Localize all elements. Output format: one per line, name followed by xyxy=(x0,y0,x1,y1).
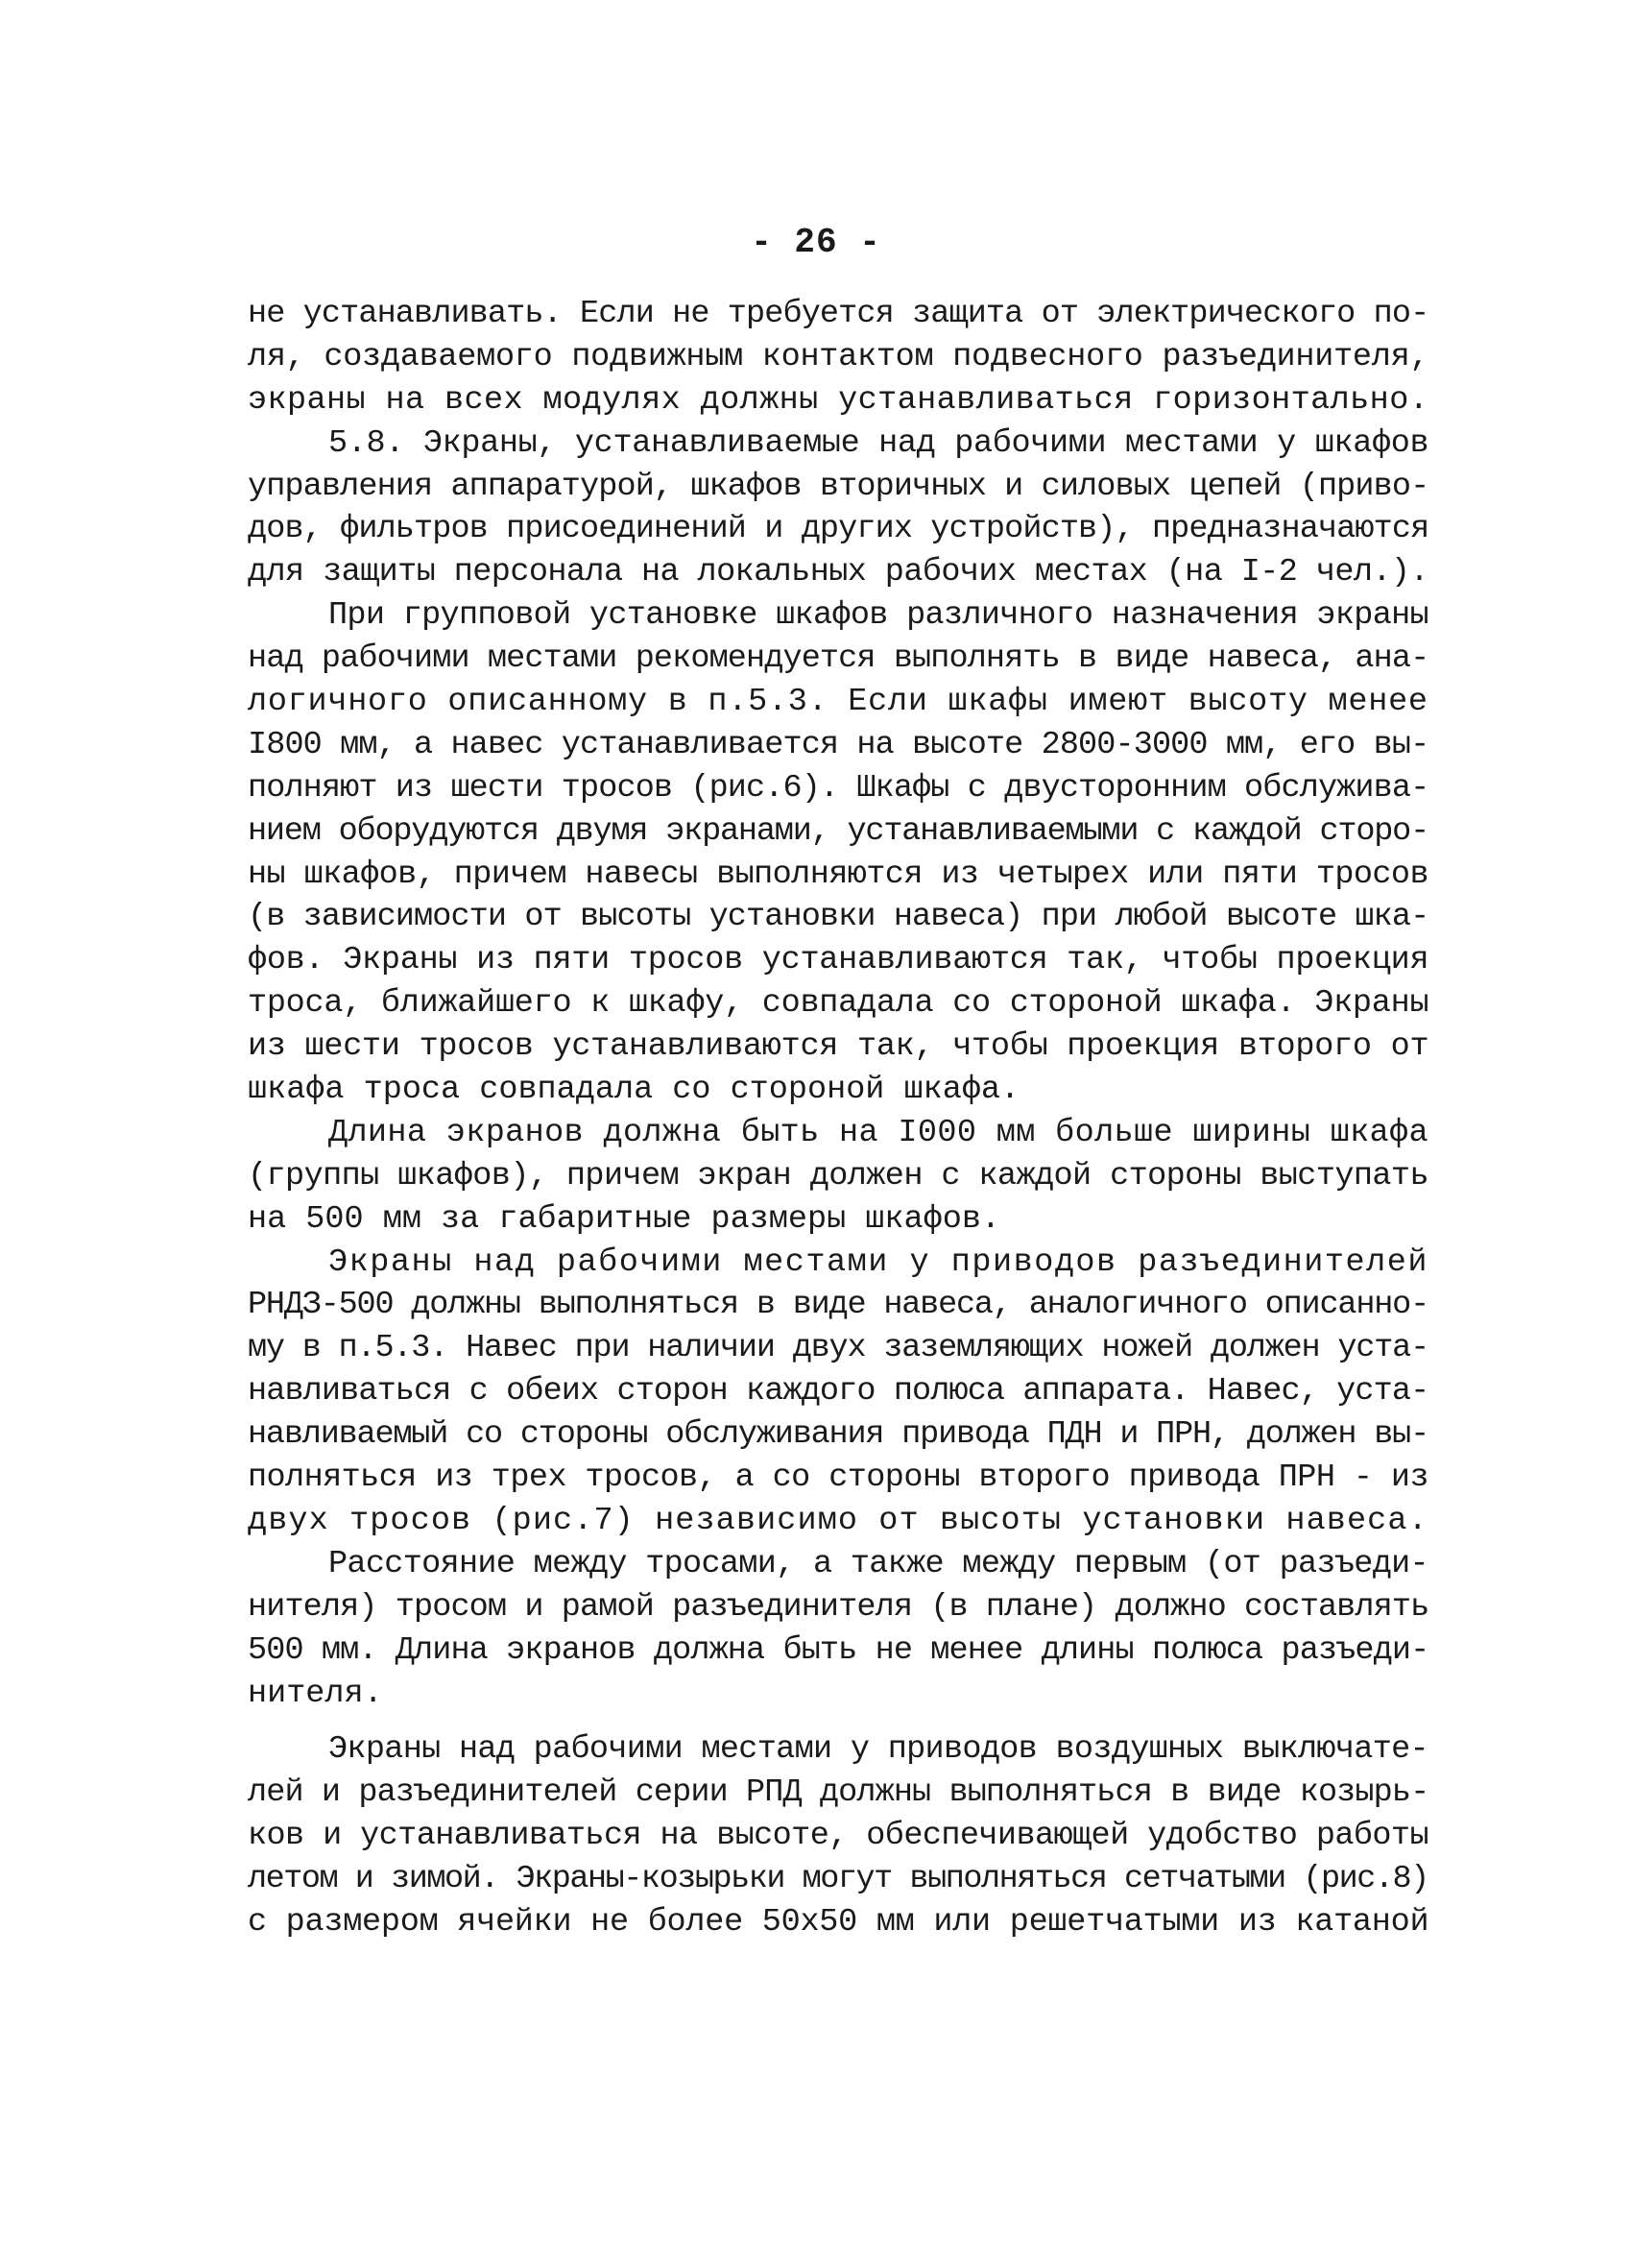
text-line: нителя) тросом и рамой разъединителя (в плане) должно составлять xyxy=(248,1588,1429,1626)
text-line: полняют из шести тросов (рис.6). Шкафы с двусторонним обслужива- xyxy=(248,769,1429,807)
text-line: логичного описанному в п.5.3. Если шкафы имеют высоту менее xyxy=(248,684,1428,721)
text-line: управления аппаратурой, шкафов вторичных и силовых цепей (приво- xyxy=(248,468,1429,505)
text-line: ля, создаваемого подвижным контактом подвесного разъединителя, xyxy=(248,338,1429,375)
text-line: с размером ячейки не более 50х50 мм или решетчатыми из катаной xyxy=(248,1903,1429,1941)
text-line: Расстояние между тросами, а также между первым (от разъеди- xyxy=(328,1545,1428,1582)
text-line: двух тросов (рис.7) независимо от высоты установки навеса. xyxy=(248,1502,1428,1539)
text-line: не устанавливать. Если не требуется защита от электрического по- xyxy=(248,296,1429,332)
text-line: троса, ближайшего к шкафу, совпадала со стороной шкафа. Экраны xyxy=(248,985,1429,1023)
text-line: навливаться с обеих сторон каждого полюса аппарата. Навес, уста- xyxy=(248,1373,1429,1411)
text-line: летом и зимой. Экраны-козырьки могут выполняться сетчатыми (рис.8) xyxy=(248,1861,1428,1898)
text-line: шкафа троса совпадала со стороной шкафа. xyxy=(248,1072,1020,1109)
text-line: 5.8. Экраны, устанавливаемые над рабочими местами у шкафов xyxy=(328,424,1429,462)
text-line: Длина экранов должна быть на I000 мм больше ширины шкафа xyxy=(328,1114,1428,1151)
text-line: Экраны над рабочими местами у приводов воздушных выключате- xyxy=(328,1731,1428,1769)
text-line: (группы шкафов), причем экран должен с каждой стороны выступать xyxy=(248,1157,1428,1194)
text-line: нителя. xyxy=(248,1675,383,1712)
text-line: для защиты персонала на локальных рабочих местах (на I-2 чел.). xyxy=(248,554,1428,591)
text-line: полняться из трех тросов, а со стороны второго привода ПРН - из xyxy=(248,1460,1428,1497)
text-line: I800 мм, а навес устанавливается на высоте 2800-3000 мм, его вы- xyxy=(248,726,1429,763)
text-line: Экраны над рабочими местами у приводов разъединителей xyxy=(328,1243,1429,1281)
text-line: При групповой установке шкафов различного назначения экраны xyxy=(328,597,1428,635)
text-line: экраны на всех модулях должны устанавливаться горизонтально. xyxy=(248,381,1429,419)
text-line: из шести тросов устанавливаются так, чтобы проекция второго от xyxy=(248,1028,1429,1066)
text-line: нием оборудуются двумя экранами, устанавливаемыми с каждой сторо- xyxy=(248,812,1429,850)
text-line: (в зависимости от высоты установки навеса) при любой высоте шка- xyxy=(248,899,1429,936)
text-line: лей и разъединителей серии РПД должны выполняться в виде козырь- xyxy=(248,1774,1429,1812)
text-line: му в п.5.3. Навес при наличии двух заземляющих ножей должен уста- xyxy=(248,1330,1429,1367)
text-line: над рабочими местами рекомендуется выполнять в виде навеса, ана- xyxy=(248,640,1429,678)
text-line: ков и устанавливаться на высоте, обеспечивающей удобство работы xyxy=(248,1818,1428,1855)
text-line: дов, фильтров присоединений и других устройств), предназначаются xyxy=(248,511,1429,548)
text-line: ны шкафов, причем навесы выполняются из четырех или пяти тросов xyxy=(248,856,1428,893)
text-line: на 500 мм за габаритные размеры шкафов. xyxy=(248,1200,1001,1238)
text-line: РНДЗ-500 должны выполняться в виде навеса, аналогичного описанно- xyxy=(248,1287,1429,1324)
text-line: навливаемый со стороны обслуживания привода ПДН и ПРН, должен вы- xyxy=(248,1416,1429,1454)
page-number: - 26 - xyxy=(751,223,881,262)
text-line: фов. Экраны из пяти тросов устанавливаются так, чтобы проекция xyxy=(248,942,1429,979)
text-line: 500 мм. Длина экранов должна быть не менее длины полюса разъеди- xyxy=(248,1631,1429,1669)
body-text xyxy=(248,293,1428,1944)
